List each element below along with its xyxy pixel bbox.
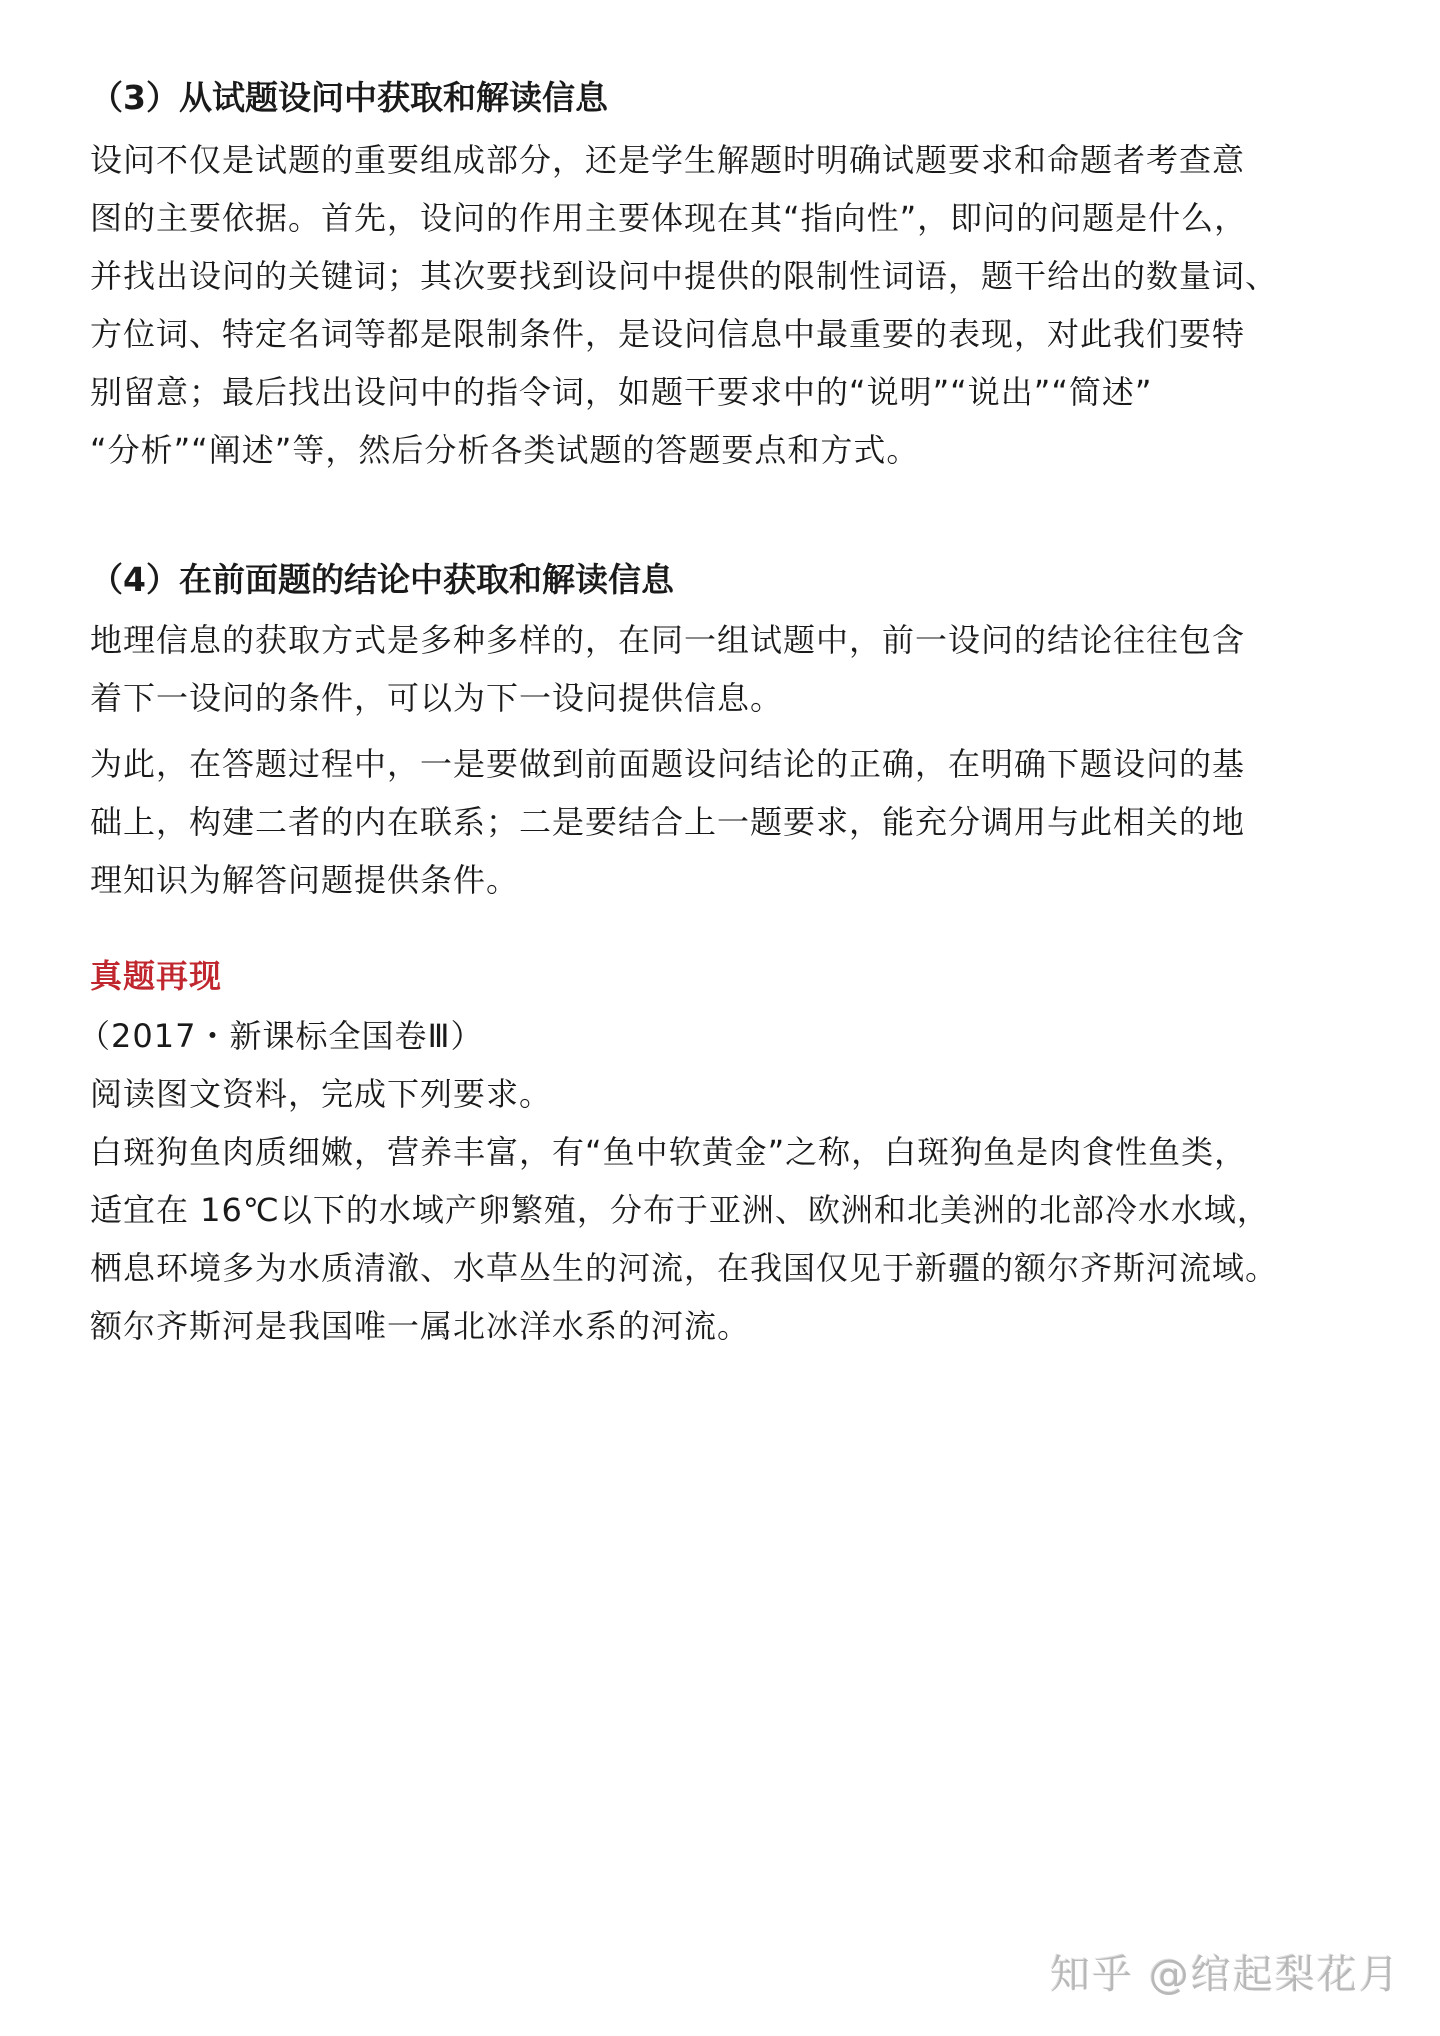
section-4-p1-line-1: 地理信息的获取方式是多种多样的，在同一组试题中，前一设问的结论往往包含 [90,621,1246,659]
exam-heading: 真题再现 [90,957,223,995]
section-3-line-6: “分析”“阐述”等，然后分析各类试题的答题要点和方式。 [90,431,920,469]
exam-material-line-2: 适宜在 16℃以下的水域产卵繁殖，分布于亚洲、欧洲和北美洲的北部冷水水域， [90,1191,1270,1229]
section-4-p2-line-3: 理知识为解答问题提供条件。 [90,861,520,899]
section-3-line-2: 图的主要依据。首先，设问的作用主要体现在其“指向性”，即问的问题是什么， [90,199,1248,237]
zhihu-watermark: 知乎 @绾起梨花月 [1050,1952,1401,1998]
section-4-p2-line-2: 础上，构建二者的内在联系；二是要结合上一题要求，能充分调用与此相关的地 [90,803,1246,841]
section-3-heading: （3）从试题设问中获取和解读信息 [90,78,608,117]
exam-material-line-3: 栖息环境多为水质清澈、水草丛生的河流，在我国仅见于新疆的额尔齐斯河流域。 [90,1249,1279,1287]
section-3-line-1: 设问不仅是试题的重要组成部分，还是学生解题时明确试题要求和命题者考查意 [90,141,1246,179]
section-4-heading: （4）在前面题的结论中获取和解读信息 [90,560,674,599]
exam-material-line-4: 额尔齐斯河是我国唯一属北冰洋水系的河流。 [90,1307,751,1345]
exam-instruction: 阅读图文资料，完成下列要求。 [90,1075,553,1113]
section-3-line-3: 并找出设问的关键词；其次要找到设问中提供的限制性词语，题干给出的数量词、 [90,257,1279,295]
section-4-p2-line-1: 为此，在答题过程中，一是要做到前面题设问结论的正确，在明确下题设问的基 [90,745,1246,783]
exam-material-line-1: 白斑狗鱼肉质细嫩，营养丰富，有“鱼中软黄金”之称，白斑狗鱼是肉食性鱼类， [90,1133,1248,1171]
exam-source: （2017・新课标全国卷Ⅲ） [78,1017,484,1055]
section-4-p1-line-2: 着下一设问的条件，可以为下一设问提供信息。 [90,679,784,717]
section-3-line-4: 方位词、特定名词等都是限制条件，是设问信息中最重要的表现，对此我们要特 [90,315,1246,353]
section-3-line-5: 别留意；最后找出设问中的指令词，如题干要求中的“说明”“说出”“简述” [90,373,1153,411]
